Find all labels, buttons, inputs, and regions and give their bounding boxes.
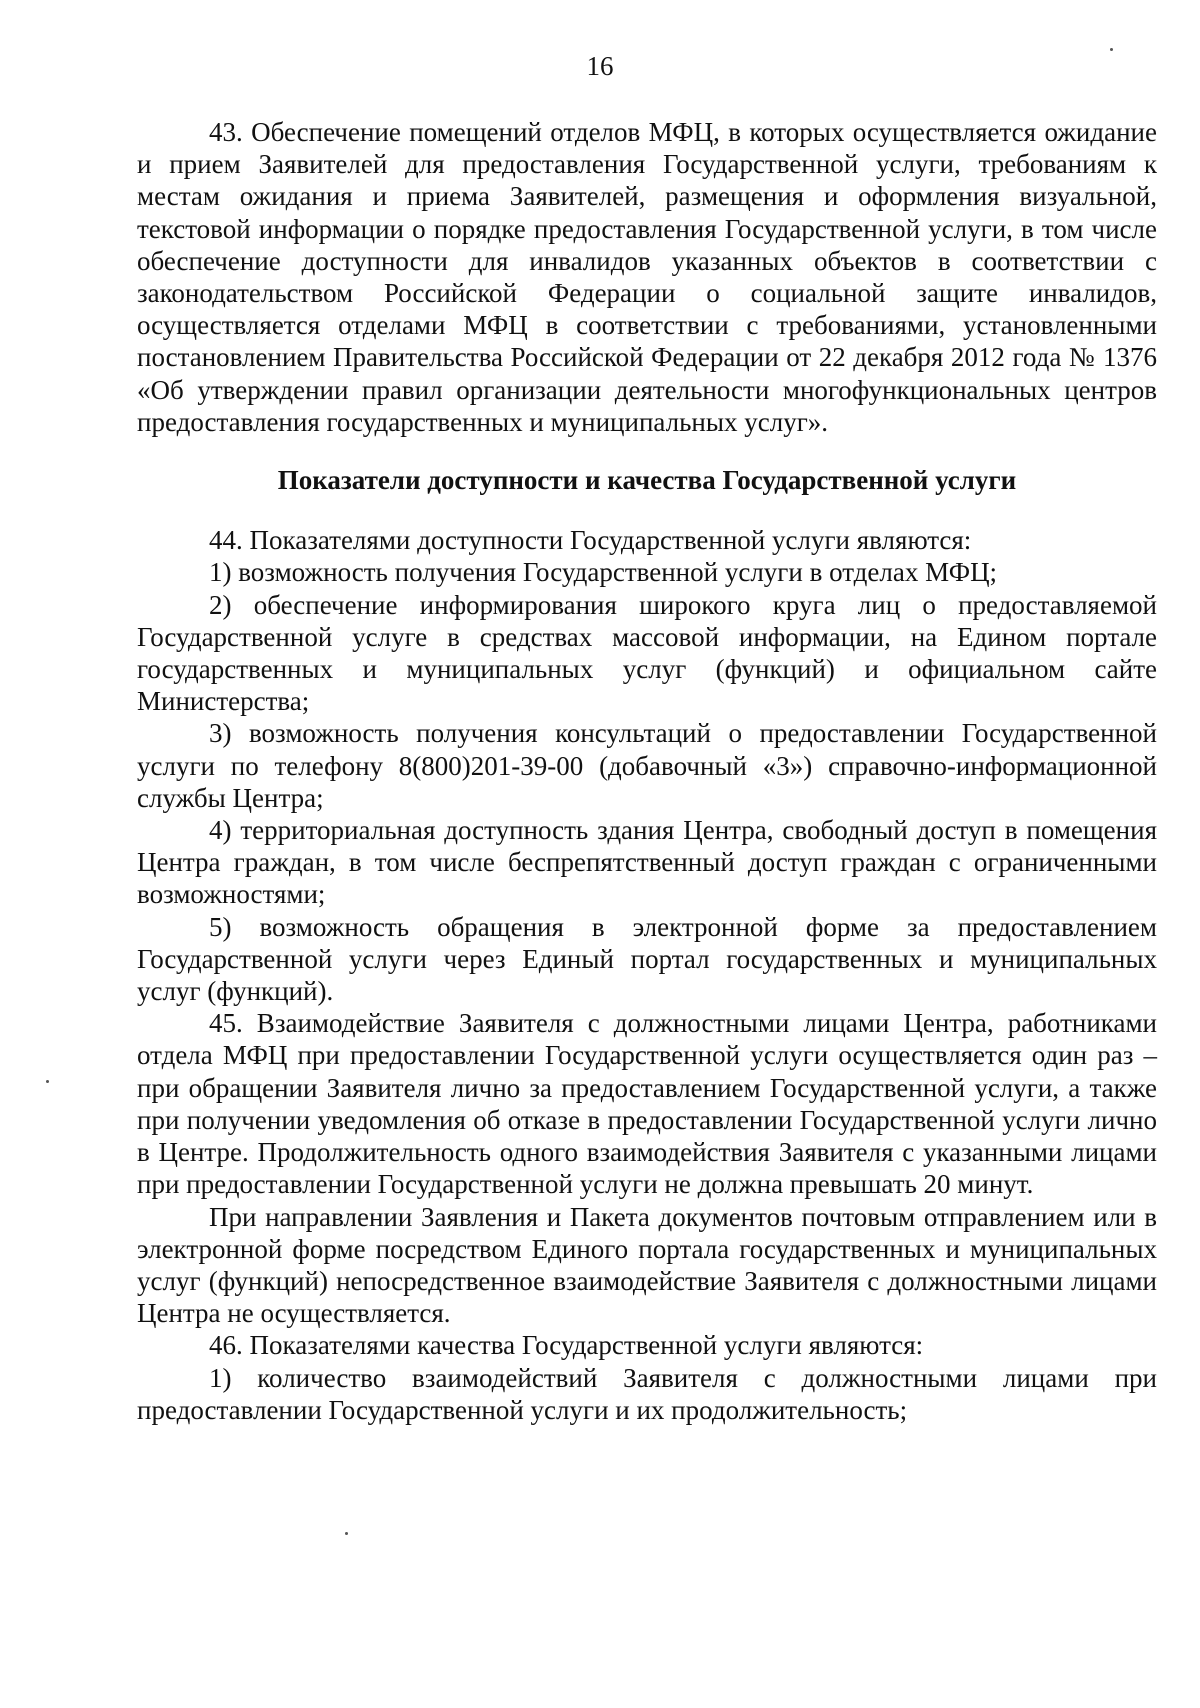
document-body — [137, 116, 1157, 1426]
paragraph-45-continued: При направлении Заявления и Пакета документов почтовым отправлением или в электронной форме посредством Единого портала государственных и муниципальных услуг (функций) непосредственное взаимодействие Заявителя с должностными лицами Центра не осуществляется. — [137, 1201, 1157, 1329]
scan-artifact-dot — [46, 1080, 49, 1083]
paragraph-44: 44. Показателями доступности Государственной услуги являются: — [209, 525, 972, 556]
paragraph-45: 45. Взаимодействие Заявителя с должностными лицами Центра, работниками отдела МФЦ при предоставлении Государственной услуги осуществляется один раз – при обращении Заявителя лично за предоставлением Государственной услуги, а также при получении уведомления об отказе в предоставлении Государственной услуги лично в Центре. Продолжительность одного взаимодействия Заявителя с указанными лицами при предоставлении Государственной услуги не должна превышать 20 минут. — [137, 1008, 1157, 1200]
section-heading: Показатели доступности и качества Государственной услуги — [277, 465, 1017, 496]
list-item-44-1: 1) возможность получения Государственной услуги в отделах МФЦ; — [209, 557, 998, 588]
paragraph-43: 43. Обеспечение помещений отделов МФЦ, в которых осуществляется ожидание и прием Заявителей для предоставления Государственной услуги, требованиям к местам ожидания и приема Заявителей, размещения и оформления визуальной, текстовой информации о порядке предоставления Государственной услуги, в том числе обеспечение доступности для инвалидов указанных объектов в соответствии с законодательством Российской Федерации о социальной защите инвалидов, осуществляется отделами МФЦ в соответствии с требованиями, установленными постановлением Правительства Российской Федерации от 22 декабря 2012 года № 1376 «Об утверждении правил организации деятельности многофункциональных центров предоставления государственных и муниципальных услуг». — [137, 117, 1157, 437]
list-item-44-2: 2) обеспечение информирования широкого круга лиц о предоставляемой Государственной услуге в средствах массовой информации, на Едином портале государственных и муниципальных услуг (функций) и официальном сайте Министерства; — [137, 589, 1157, 717]
paragraph-46: 46. Показателями качества Государственной услуги являются: — [209, 1330, 924, 1361]
page-number: 16 — [586, 51, 614, 81]
list-item-44-4: 4) территориальная доступность здания Центра, свободный доступ в помещения Центра граждан, в том числе беспрепятственный доступ граждан с ограниченными возможностями; — [137, 815, 1157, 910]
scan-artifact-dot — [1110, 48, 1113, 51]
list-item-46-1: 1) количество взаимодействий Заявителя с должностными лицами при предоставлении Государственной услуги и их продолжительность; — [137, 1362, 1157, 1425]
scan-artifact-dot — [345, 1532, 348, 1535]
list-item-44-3: 3) возможность получения консультаций о предоставлении Государственной услуги по телефону 8(800)201-39-00 (добавочный «3») справочно-информационной службы Центра; — [137, 718, 1157, 813]
list-item-44-5: 5) возможность обращения в электронной форме за предоставлением Государственной услуги через Единый портал государственных и муниципальных услуг (функций). — [137, 911, 1157, 1007]
